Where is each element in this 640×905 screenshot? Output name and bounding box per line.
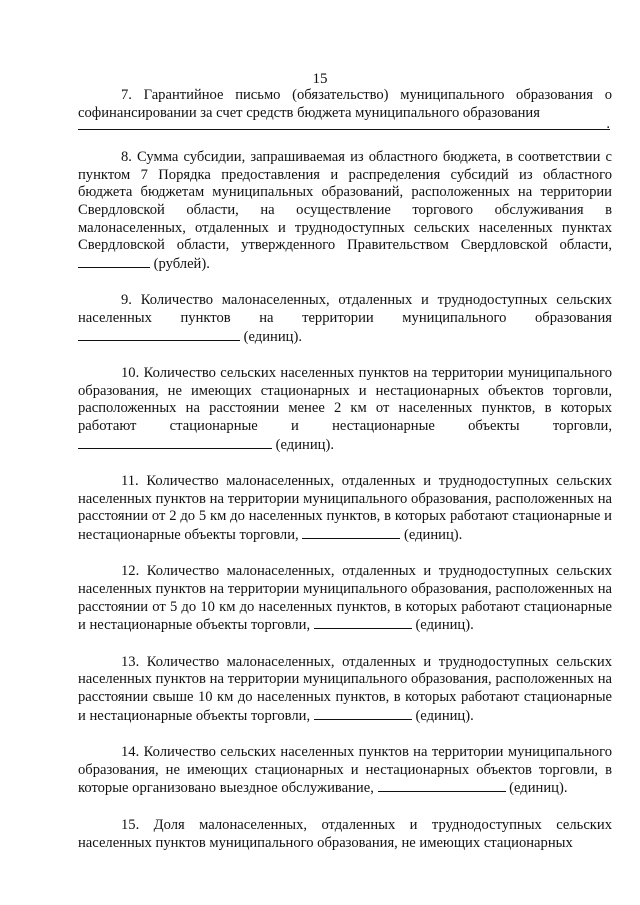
fill-in-blank[interactable]: [378, 779, 506, 792]
fill-in-blank[interactable]: [314, 707, 412, 720]
fill-in-blank[interactable]: [314, 616, 412, 629]
paragraph-13: [78, 654, 612, 725]
paragraph-13-text: 13. Количество малонаселенных, отдаленных и труднодоступных сельских населенных пунктов на территории муниципального образования, расположенных на расстоянии свыше 10 км до населенных пунктов, в которых работают стационарные и нестационарные объекты торговли,: [78, 653, 612, 724]
fill-in-blank[interactable]: [78, 129, 610, 130]
fill-in-blank[interactable]: [78, 255, 150, 268]
paragraph-10-text: 10. Количество сельских населенных пунктов на территории муниципального образования, не имеющих стационарных и нестационарных объектов торговли, расположенных на расстоянии менее 2 км от населенных пунктов, в которых работают стационарные и нестационарные объекты торговли,: [78, 365, 612, 434]
paragraph-9: [78, 292, 612, 346]
fill-in-blank[interactable]: [78, 436, 272, 449]
paragraph-12: [78, 563, 612, 634]
paragraph-14-text: 14. Количество сельских населенных пунктов на территории муниципального образования, не имеющих стационарных и нестационарных объектов торговли, в которые организовано выездное обслуживание,: [78, 744, 612, 797]
paragraph-9-text: 9. Количество малонаселенных, отдаленных и труднодоступных сельских населенных пунктов на территории муниципального образования: [78, 292, 612, 326]
paragraph-14-suffix: (единиц).: [509, 780, 568, 797]
paragraph-7-text: 7. Гарантийное письмо (обязательство) муниципального образования о софинансировании за счет средств бюджета муниципального образования: [78, 87, 612, 121]
fill-in-blank[interactable]: [78, 328, 240, 341]
paragraph-10: [78, 365, 612, 454]
paragraph-15: [78, 817, 612, 852]
paragraph-14: [78, 744, 612, 798]
paragraph-12-text: 12. Количество малонаселенных, отдаленных и труднодоступных сельских населенных пунктов на территории муниципального образования, расположенных на расстоянии от 5 до 10 км до населенных пунктов, в которых работают стационарные и нестационарные объекты торговли,: [78, 563, 612, 634]
paragraph-7: [78, 87, 612, 133]
paragraph-8: [78, 149, 612, 273]
paragraph-15-text: 15. Доля малонаселенных, отдаленных и труднодоступных сельских населенных пунктов муниципального образования, не имеющих стационарных: [78, 817, 612, 851]
paragraph-7-suffix: .: [606, 116, 610, 133]
paragraph-10-suffix: (единиц).: [275, 436, 334, 453]
paragraph-8-text: 8. Сумма субсидии, запрашиваемая из областного бюджета, в соответствии с пунктом 7 Порядка предоставления и распределения субсидий из областного бюджета бюджетам муниципальных образований, расположенных на территории Свердловской области, на осуществление торгового обслуживания в малонаселенных, отдаленных и труднодоступных сельских населенных пунктах Свердловской области, утвержденного Правительством Свердловской области,: [78, 149, 612, 254]
paragraph-12-suffix: (единиц).: [415, 617, 474, 634]
paragraph-11-suffix: (единиц).: [403, 526, 463, 543]
paragraph-11: [78, 473, 612, 544]
document-body: [78, 87, 612, 871]
page-number: 15: [312, 71, 328, 87]
fill-in-blank[interactable]: [302, 526, 400, 539]
paragraph-9-suffix: (единиц).: [243, 328, 302, 345]
paragraph-13-suffix: (единиц).: [415, 707, 474, 724]
paragraph-8-suffix: (рублей).: [153, 255, 210, 272]
paragraph-11-text: 11. Количество малонаселенных, отдаленных и труднодоступных сельских населенных пунктов на территории муниципального образования, расположенных на расстоянии от 2 до 5 км до населенных пунктов, в которых работают стационарные и нестационарные объекты торговли,: [78, 473, 612, 543]
